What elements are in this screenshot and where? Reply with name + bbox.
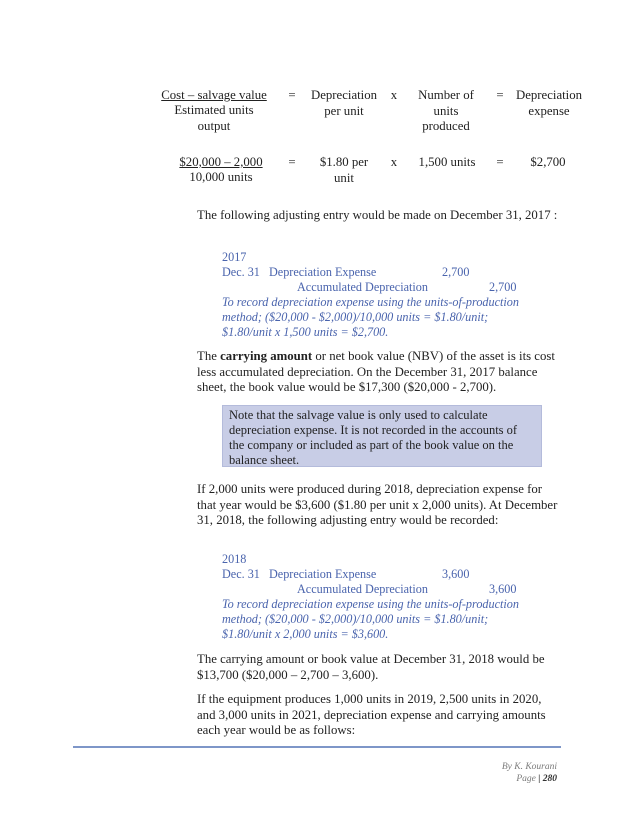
calc-numerator: $20,000 – 2,000 <box>179 155 263 169</box>
page-separator: | <box>535 774 543 784</box>
carrying-term: carrying amount <box>220 349 313 363</box>
intro-paragraph: The following adjusting entry would be made on December 31, 2017 : <box>197 208 558 222</box>
formula-denominator: Estimated units output <box>174 103 254 133</box>
footer-divider <box>73 746 561 748</box>
debit-amount: 2,700 <box>442 265 470 279</box>
journal-entry-2017 <box>222 250 519 340</box>
entry-note-line: To record depreciation expense using the units-of-production <box>222 295 519 309</box>
entry-year: 2018 <box>222 552 247 566</box>
footer-author: By K. Kourani <box>501 762 557 772</box>
debit-account: Depreciation Expense <box>269 265 377 279</box>
page-label: Page <box>516 774 536 784</box>
debit-line <box>222 567 519 582</box>
debit-line <box>222 265 519 280</box>
entry-note-line: method; ($20,000 - $2,000)/10,000 units = $1.80/unit; <box>222 310 489 324</box>
formula-equals-2: = <box>496 88 504 102</box>
calc-times: x <box>390 155 398 169</box>
carrying-post: or net book value (NBV) of the asset is its cost less accumulated depreciation. On the December 31, 2017 balance sheet, the book value would be $17,300 ($20,000 - 2,700). <box>197 349 555 394</box>
entry-note-line: method; ($20,000 - $2,000)/10,000 units = $1.80/unit; <box>222 612 489 626</box>
paragraph-2018: If 2,000 units were produced during 2018, depreciation expense for that year would be $3,600 ($1.80 per unit x 2,000 units). At December 31, 2018, the following adjusting entry would be recorded: <box>197 482 558 527</box>
entry-note-line: To record depreciation expense using the units-of-production <box>222 597 519 611</box>
future-years-paragraph: If the equipment produces 1,000 units in 2019, 2,500 units in 2020, and 3,000 units in 2021, depreciation expense and carrying amounts each year would be as follows: <box>197 692 546 737</box>
calc-rate: $1.80 per unit <box>319 155 369 185</box>
carrying-amount-paragraph <box>197 349 559 396</box>
credit-line <box>222 582 519 597</box>
entry-note-line: $1.80/unit x 2,000 units = $3,600. <box>222 627 389 641</box>
calc-denominator: 10,000 units <box>189 170 253 184</box>
formula-equals-1: = <box>288 88 296 102</box>
credit-amount: 2,700 <box>489 280 517 294</box>
formula-times: x <box>390 88 398 102</box>
carrying-pre: The <box>197 349 221 363</box>
entry-note-line: $1.80/unit x 1,500 units = $2,700. <box>222 325 389 339</box>
credit-line <box>222 280 519 295</box>
credit-account: Accumulated Depreciation <box>297 280 428 294</box>
debit-account: Depreciation Expense <box>269 567 377 581</box>
journal-entry-2018 <box>222 552 519 642</box>
formula-expense: Depreciation expense <box>515 88 583 118</box>
calc-units: 1,500 units <box>418 155 476 169</box>
page-number: 280 <box>542 774 557 784</box>
calc-equals-2: = <box>496 155 504 169</box>
footer-page <box>516 773 557 785</box>
salvage-note-box: Note that the salvage value is only used to calculate depreciation expense. It is not recorded in the accounts of the company or included as part of the book value on the balance sheet. <box>222 405 542 467</box>
formula-rate: Depreciation per unit <box>310 88 378 118</box>
carrying-2018-paragraph: The carrying amount or book value at December 31, 2018 would be $13,700 ($20,000 – 2,700 – 3,600). <box>197 652 545 682</box>
entry-date: Dec. 31 <box>222 265 260 279</box>
credit-account: Accumulated Depreciation <box>297 582 428 596</box>
debit-amount: 3,600 <box>442 567 470 581</box>
calc-expense: $2,700 <box>530 155 566 169</box>
calc-equals-1: = <box>288 155 296 169</box>
formula-units: Number of units produced <box>418 88 474 133</box>
credit-amount: 3,600 <box>489 582 517 596</box>
entry-year: 2017 <box>222 250 247 264</box>
formula-numerator: Cost – salvage value <box>161 88 267 102</box>
entry-date: Dec. 31 <box>222 567 260 581</box>
